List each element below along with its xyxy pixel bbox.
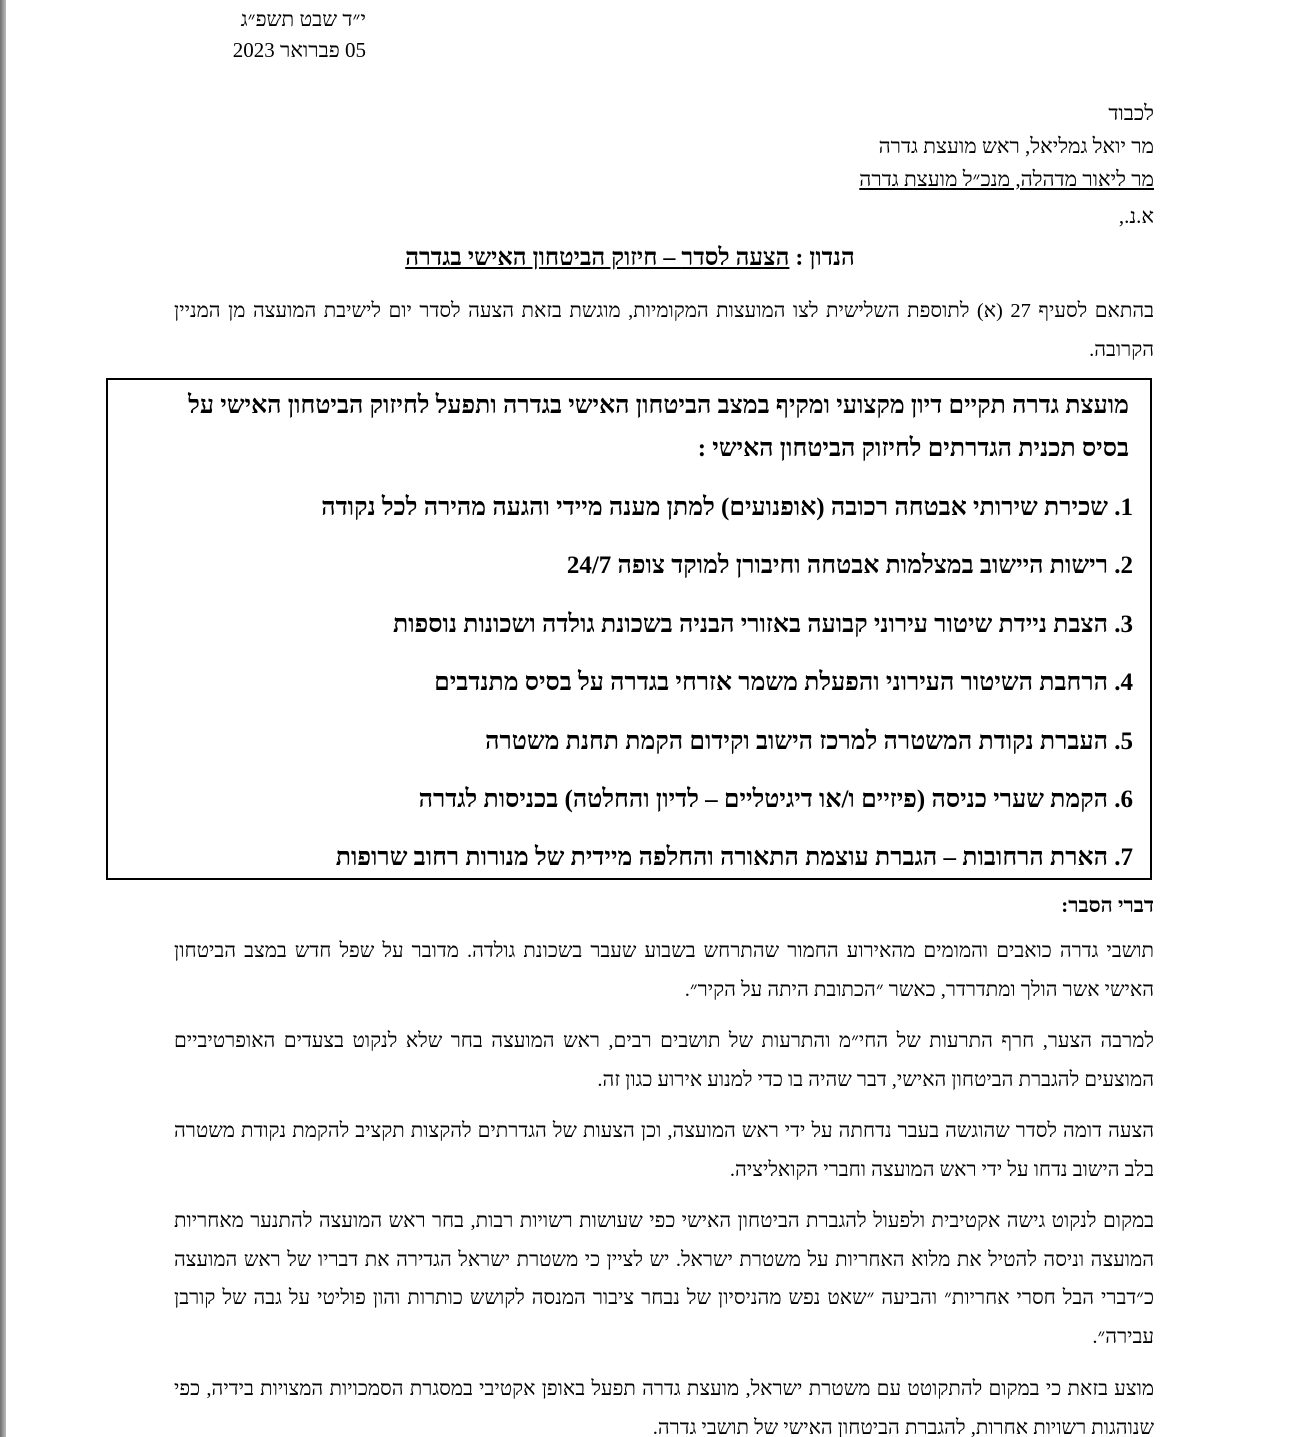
subject-title-rest: – חיזוק הביטחון האישי בגדרה bbox=[405, 245, 682, 271]
intro-paragraph: בהתאם לסעיף 27 (א) לתוספת השלישית לצו המועצות המקומיות, מוגשת בזאת הצעה לסדר יום לישיבת המועצה מן המניין הקרובה. bbox=[174, 300, 1154, 361]
proposal-item-text: העברת נקודת המשטרה למרכז הישוב וקידום הקמת תחנת משטרה bbox=[485, 728, 1108, 755]
subject-title-underlined: הצעה לסדר bbox=[681, 245, 790, 271]
explanation-paragraph: הצעה דומה לסדר שהוגשה בעבר נדחתה על ידי ראש המועצה, וכן הצעות של הגדרתים להקצות תקציב להקמת נקודת משטרה בלב הישוב נדחו על ידי ראש המועצה וחברי הקואליציה. bbox=[174, 1120, 1154, 1181]
proposal-item bbox=[123, 605, 1133, 645]
proposal-item-text: הרחבת השיטור העירוני והפעלת משמר אזרחי בגדרה על בסיס מתנדבים bbox=[434, 669, 1108, 696]
proposal-item-text: הקמת שערי כניסה (פיזיים ו/או דיגיטליים – לדיון והחלטה) בכניסות לגדרה bbox=[418, 786, 1108, 813]
proposal-item bbox=[123, 722, 1133, 762]
hebrew-date: י״ד שבט תשפ״ג bbox=[240, 7, 366, 31]
proposal-item-number: 6. bbox=[1114, 786, 1133, 813]
proposal-item bbox=[123, 488, 1133, 528]
proposal-item-number: 5. bbox=[1114, 728, 1133, 755]
addressee-greeting: א.נ., bbox=[1118, 204, 1154, 228]
explanation-paragraph: מוצע בזאת כי במקום להתקוטט עם משטרת ישראל, מועצת גדרה תפעל באופן אקטיבי במסגרת הסמכויות המצויות בידיה, כפי שנוהגות רשויות אחרות, להגברת הביטחון האישי של תושבי גדרה. bbox=[174, 1378, 1154, 1437]
proposal-item-text: הצבת ניידת שיטור עירוני קבועה באזורי הבניה בשכונת גולדה ושכונות נוספות bbox=[393, 611, 1108, 638]
subject-prefix: הנדון : bbox=[789, 245, 855, 271]
proposal-item-number: 3. bbox=[1114, 611, 1133, 638]
proposal-item-number: 4. bbox=[1114, 669, 1133, 696]
proposal-item bbox=[123, 546, 1133, 586]
proposal-item-text: שכירת שירותי אבטחה רכובה (אופנועים) למתן מענה מיידי והגעה מהירה לכל נקודה bbox=[321, 494, 1108, 521]
proposal-item bbox=[123, 663, 1133, 703]
proposal-item-text: הארת הרחובות – הגברת עוצמת התאורה והחלפה מיידית של מנורות רחוב שרופות bbox=[335, 844, 1108, 871]
addressee-salutation: לכבוד bbox=[1108, 101, 1154, 125]
date-block bbox=[156, 4, 366, 66]
document-page bbox=[6, 0, 1300, 1437]
proposal-item-text: רישות היישוב במצלמות אבטחה וחיבורן למוקד צופה 24/7 bbox=[566, 552, 1108, 579]
subject-title bbox=[405, 245, 789, 271]
explanation-paragraph: למרבה הצער, חרף התרעות של החי״מ והתרעות של תושבים רבים, ראש המועצה בחר שלא לנקוט בצעדים האופרטיביים המוצעים להגברת הביטחון האישי, דבר שהיה בו כדי למנוע אירוע כגון זה. bbox=[174, 1030, 1154, 1091]
explanation-paragraph: במקום לנקוט גישה אקטיבית ולפעול להגברת הביטחון האישי כפי שעושות רשויות רבות, בחר ראש המועצה להתנער מאחריות המועצה וניסה להטיל את מלוא האחריות על משטרת ישראל. יש לציין כי משטרת ישראל הגדירה את דבריו של ראש המועצה כ״דברי הבל חסרי אחריות״ והביעה ״שאט נפש מהניסיון של נבחר ציבור המנסה לקושש כותרות והון פוליטי על גבה של קורבן עבירה״. bbox=[174, 1210, 1154, 1348]
gregorian-date: 05 פברואר 2023 bbox=[232, 38, 366, 62]
explanation-paragraph: תושבי גדרה כואבים והמומים מהאירוע החמור שהתרחש בשבוע שעבר בשכונת גולדה. מדובר על שפל חדש במצב הביטחון האישי אשר הולך ומתדרדר, כאשר ״הכתובת היתה על הקיר״. bbox=[174, 940, 1154, 1001]
proposal-lead: מועצת גדרה תקיים דיון מקצועי ומקיף במצב הביטחון האישי בגדרה ותפעל לחיזוק הביטחון האישי על בסיס תכנית הגדרתים לחיזוק הביטחון האישי : bbox=[188, 392, 1129, 462]
proposal-item-number: 1. bbox=[1114, 494, 1133, 521]
proposal-box bbox=[106, 378, 1152, 880]
subject-line bbox=[106, 240, 1154, 276]
proposal-item-number: 7. bbox=[1114, 844, 1133, 871]
explanation-title: דברי הסבר: bbox=[1061, 893, 1154, 917]
proposal-item bbox=[123, 838, 1133, 878]
proposal-item-number: 2. bbox=[1114, 552, 1133, 579]
addressee-ceo: מר ליאור מדהלה, מנכ״ל מועצת גדרה bbox=[859, 167, 1154, 191]
addressee-head: מר יואל גמליאל, ראש מועצת גדרה bbox=[878, 134, 1154, 158]
proposal-item bbox=[123, 780, 1133, 820]
